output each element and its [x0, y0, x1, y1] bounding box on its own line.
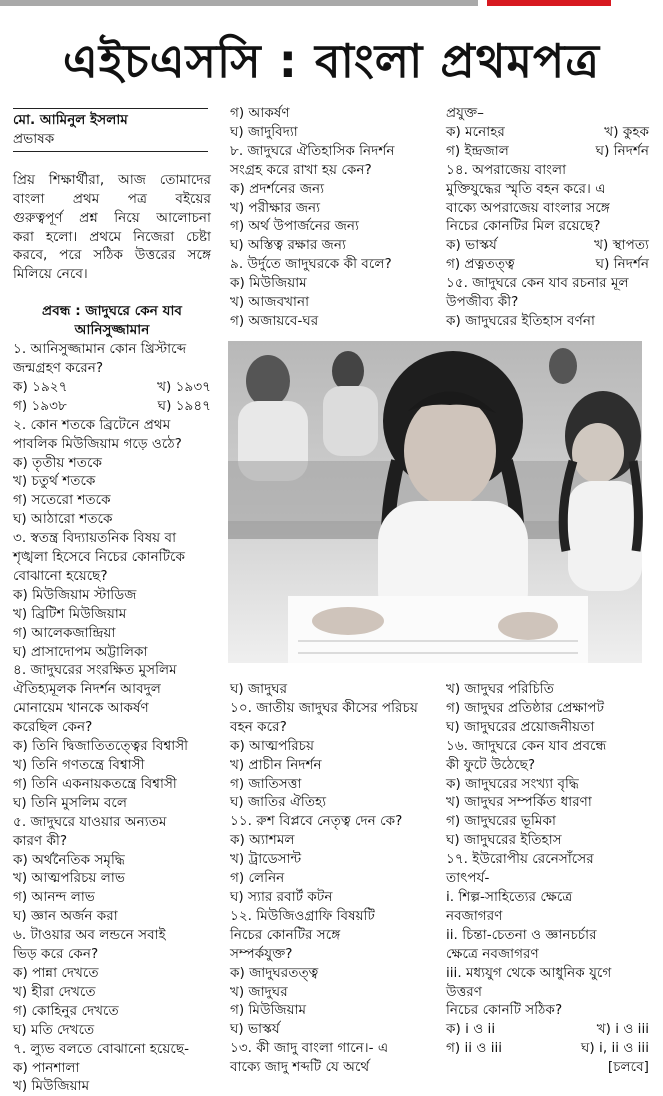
text-line: ১২. মিউজিওগ্রাফি বিষয়টি — [230, 907, 375, 924]
text-line: গ) আনন্দ লাভ — [13, 889, 95, 906]
text-line: গ) আকর্ষণ — [230, 105, 290, 121]
text-line: ঘ) প্রাসাদোপম অট্টালিকা — [13, 643, 148, 660]
text-line: তাৎপর্য- — [446, 870, 490, 887]
option-text: ক) ১৯২৭ — [13, 378, 68, 395]
page-title: এইচএসসি : বাংলা প্রথমপত্র — [62, 34, 601, 88]
text-line: নিচের কোনটির সঙ্গে — [230, 926, 341, 943]
option-text: ক) মনোহর — [446, 123, 505, 140]
intro-paragraph — [13, 171, 211, 284]
text-line: গ) অজায়বে-ঘর — [230, 312, 319, 329]
option-text: ঘ) ১৯৪৭ — [157, 397, 211, 414]
option-pair — [13, 378, 211, 397]
option-pair — [13, 397, 211, 416]
text-line: গ) লেনিন — [230, 870, 285, 887]
text-line: বাংলা প্রথম পত্র বইয়ের — [13, 190, 211, 207]
text-line: ৩. স্বতন্ত্র বিদ্যায়তনিক বিষয় বা — [13, 530, 177, 547]
text-line: প্রবন্ধ : জাদুঘরে কেন যাব — [42, 303, 182, 320]
text-line: ৭. ল্যুভ বলতে বোঝানো হয়েছে- — [13, 1040, 189, 1057]
column-2-bottom — [230, 680, 433, 1077]
text-line: সম্পর্কযুক্ত? — [230, 945, 293, 962]
text-line: করবে, পরে সঠিক উত্তরের সঙ্গে — [13, 247, 211, 264]
text-line: i. শিল্প-সাহিত্যের ক্ষেত্রে — [446, 888, 573, 905]
text-line: পাবলিক মিউজিয়াম গড়ে ওঠে? — [13, 435, 182, 452]
students-exam-photo — [228, 341, 642, 663]
option-text: খ) স্থাপত্য — [594, 237, 649, 254]
option-text: গ) প্রত্নতত্ত্ব — [446, 256, 515, 273]
question-list — [230, 104, 433, 331]
text-line: খ) চতুর্থ শতকে — [13, 473, 96, 490]
text-line: ৬. টাওয়ার অব লন্ডনে সবাই — [13, 927, 166, 944]
text-line: খ) ট্রাডেসান্ট — [230, 851, 302, 868]
text-line: কারণ কী? — [13, 832, 68, 849]
column-3-top — [446, 104, 649, 331]
text-line: প্রিয় শিক্ষার্থীরা, আজ তোমাদের — [13, 171, 211, 188]
text-line: খ) জাদুঘর সম্পর্কিত ধারণা — [446, 794, 592, 811]
text-line: গুরুত্বপূর্ণ প্রশ্ন নিয়ে আলোচনা — [13, 209, 211, 226]
text-line: ক) মিউজিয়াম — [230, 275, 307, 292]
question-list — [13, 340, 211, 1096]
option-text: গ) ইন্দ্রজাল — [446, 142, 509, 159]
option-text: গ) ১৯৩৮ — [13, 397, 67, 414]
text-line: ii. চিন্তা-চেতনা ও জ্ঞানচর্চার — [446, 926, 597, 943]
option-text: ক) ভাস্কর্য — [446, 237, 497, 254]
text-line: নিচের কোনটি সঠিক? — [446, 1002, 563, 1019]
text-line: খ) হীরা দেখতে — [13, 983, 96, 1000]
text-line: গ) জাতিসত্তা — [230, 775, 302, 792]
text-line: ক) প্রদর্শনের জন্য — [230, 180, 325, 197]
text-line: ঘ) অস্তিত্ব রক্ষার জন্য — [230, 237, 346, 254]
author-designation: প্রভাষক — [13, 130, 55, 147]
text-line: খ) জাদুঘর পরিচিতি — [446, 681, 554, 697]
text-line: নবজাগরণ — [446, 907, 503, 924]
text-line: বোঝানো হয়েছে? — [13, 567, 108, 584]
text-line: ঘ) জাদুঘরের ইতিহাস — [446, 832, 562, 849]
text-line: ভিড় করে কেন? — [13, 946, 99, 963]
text-line: ঘ) জাতির ঐতিহ্য — [230, 794, 327, 811]
text-line: ৮. জাদুঘরে ঐতিহাসিক নিদর্শন — [230, 142, 395, 159]
text-line: খ) প্রাচীন নিদর্শন — [230, 756, 322, 773]
option-pair — [446, 1020, 649, 1039]
option-text: খ) কুহক — [604, 123, 649, 140]
text-line: বাক্যে অপরাজেয় বাংলার সঙ্গে — [446, 199, 610, 216]
question-list — [230, 680, 433, 1077]
text-line: খ) ব্রিটিশ মিউজিয়াম — [13, 605, 127, 622]
text-line: গ) তিনি একনায়কতন্ত্রে বিশ্বাসী — [13, 775, 177, 792]
text-line: ঘ) আঠারো শতকে — [13, 511, 113, 528]
text-line: শৃঙ্খলা হিসেবে নিচের কোনটিকে — [13, 549, 186, 566]
text-line: মোনায়েম খানকে আকর্ষণ — [13, 700, 149, 717]
text-line: উপজীব্য কী? — [446, 294, 519, 311]
text-line: গ) জাদুঘরের ভূমিকা — [446, 813, 556, 830]
text-line: ক) পানশালা — [13, 1059, 80, 1076]
question-list — [446, 680, 649, 1058]
text-line: করা হলো। প্রথমে নিজেরা চেষ্টা — [13, 228, 211, 245]
text-line: খ) তিনি গণতন্ত্রে বিশ্বাসী — [13, 757, 145, 773]
text-line: ৪. জাদুঘরের সংরক্ষিত মুসলিম — [13, 662, 177, 679]
text-line: গ) কোহিনুর দেখতে — [13, 1002, 119, 1019]
text-line: ঘ) ভাস্কর্য — [230, 1021, 280, 1038]
option-pair — [446, 123, 649, 142]
text-line: গ) মিউজিয়াম — [230, 1002, 307, 1019]
text-line: ঘ) মতি দেখতে — [13, 1021, 95, 1038]
option-text: গ) ii ও iii — [446, 1040, 503, 1057]
option-text: ঘ) নিদর্শন — [595, 142, 649, 159]
column-3-bottom — [446, 680, 649, 1077]
text-line: গ) জাদুঘর প্রতিষ্ঠার প্রেক্ষাপট — [446, 699, 605, 716]
text-line: ক) আত্মপরিচয় — [230, 737, 315, 754]
text-line: মুক্তিযুদ্ধের স্মৃতি বহন করে। এ — [446, 180, 606, 197]
text-line: গ) সতেরো শতকে — [13, 492, 111, 509]
text-line: গ) আলেকজান্দ্রিয়া — [13, 624, 116, 641]
text-line: ক) জাদুঘরতত্ত্ব — [230, 964, 319, 981]
text-line: ১৬. জাদুঘরে কেন যাব প্রবন্ধে — [446, 737, 607, 754]
text-line: ক) তিনি দ্বিজাতিতত্ত্বের বিশ্বাসী — [13, 738, 189, 755]
text-line: ১১. রুশ বিপ্লবে নেতৃত্ব দেন কে? — [230, 813, 403, 830]
continued-label: [চলবে] — [607, 1059, 649, 1076]
option-text: খ) i ও iii — [596, 1021, 649, 1038]
column-1 — [13, 111, 211, 1096]
text-line: খ) জাদুঘর — [230, 983, 288, 1000]
text-line: ক) জাদুঘরের সংখ্যা বৃদ্ধি — [446, 775, 579, 792]
text-line: সংগ্রহ করে রাখা হয় কেন? — [230, 161, 372, 178]
option-pair — [446, 236, 649, 255]
text-line: ৫. জাদুঘরে যাওয়ার অন্যতম — [13, 813, 167, 830]
text-line: ঘ) জ্ঞান অর্জন করা — [13, 908, 118, 925]
photo-illustration — [228, 341, 642, 663]
text-line: ক) অ্যাশমল — [230, 832, 295, 849]
top-rule-grey — [0, 0, 478, 6]
text-line: খ) আজবখানা — [230, 294, 310, 311]
text-line: ঐতিহ্যমূলক নিদর্শন আবদুল — [13, 681, 161, 698]
text-line: আনিসুজ্জামান — [74, 322, 150, 339]
text-line: খ) পরীক্ষার জন্য — [230, 199, 321, 216]
option-text: ঘ) i, ii ও iii — [581, 1040, 649, 1057]
text-line: ১০. জাতীয় জাদুঘর কীসের পরিচয় — [230, 699, 418, 716]
text-line: ক) জাদুঘরের ইতিহাস বর্ণনা — [446, 312, 595, 329]
text-line: ক) মিউজিয়াম স্টাডিজ — [13, 586, 137, 603]
text-line: উত্তরণ — [446, 983, 483, 1000]
byline-divider-top — [13, 108, 208, 109]
text-line: করেছিল কেন? — [13, 719, 93, 736]
text-line: ঘ) জাদুবিদ্যা — [230, 123, 298, 140]
column-2-top — [230, 104, 433, 331]
text-line: মিলিয়ে নেবে। — [13, 266, 88, 283]
text-line: ১. আনিসুজ্জামান কোন খ্রিস্টাব্দে — [13, 341, 187, 358]
option-pair — [446, 142, 649, 161]
text-line: প্রযুক্ত– — [446, 105, 484, 121]
text-line: খ) মিউজিয়াম — [13, 1078, 90, 1095]
text-line: ১৩. কী জাদু বাংলা গানে।- এ — [230, 1040, 389, 1057]
text-line: ১৫. জাদুঘরে কেন যাব রচনার মূল — [446, 275, 629, 292]
text-line: ক) অর্থনৈতিক সমৃদ্ধি — [13, 851, 125, 868]
text-line: ঘ) জাদুঘরের প্রয়োজনীয়তা — [446, 718, 595, 735]
text-line: নিচের কোনটির মিল রয়েছে? — [446, 218, 601, 235]
text-line: ১৭. ইউরোপীয় রেনেসাঁসের — [446, 851, 594, 868]
text-line: iii. মধ্যযুগ থেকে আধুনিক যুগে — [446, 964, 612, 981]
option-text: খ) ১৯৩৭ — [157, 378, 211, 395]
author-name: মো. আমিনুল ইসলাম — [13, 112, 128, 128]
text-line: ঘ) জাদুঘর — [230, 681, 288, 697]
essay-title — [13, 302, 211, 340]
question-list — [446, 104, 649, 331]
text-line: জন্মগ্রহণ করেন? — [13, 359, 104, 376]
text-line: ৯. উর্দুতে জাদুঘরকে কী বলে? — [230, 256, 392, 273]
text-line: বহন করে? — [230, 718, 287, 735]
option-pair — [446, 1039, 649, 1058]
text-line: কী ফুটে উঠেছে? — [446, 756, 536, 773]
text-line: ঘ) স্যার রবার্ট কটন — [230, 888, 333, 905]
option-text: ক) i ও ii — [446, 1021, 496, 1038]
option-text: ঘ) নিদর্শন — [595, 256, 649, 273]
text-line: গ) অর্থ উপার্জনের জন্য — [230, 218, 359, 235]
text-line: বাক্যে জাদু শব্দটি যে অর্থে — [230, 1059, 370, 1076]
text-line: ২. কোন শতকে ব্রিটেনে প্রথম — [13, 416, 171, 433]
text-line: ক) তৃতীয় শতকে — [13, 454, 102, 471]
text-line: ক্ষেত্রে নবজাগরণ — [446, 945, 539, 962]
text-line: ঘ) তিনি মুসলিম বলে — [13, 794, 128, 811]
option-pair — [446, 255, 649, 274]
text-line: ১৪. অপরাজেয় বাংলা — [446, 161, 567, 178]
text-line: খ) আত্মপরিচয় লাভ — [13, 870, 125, 887]
top-rule-red — [487, 0, 611, 6]
text-line: ক) পান্না দেখতে — [13, 964, 99, 981]
